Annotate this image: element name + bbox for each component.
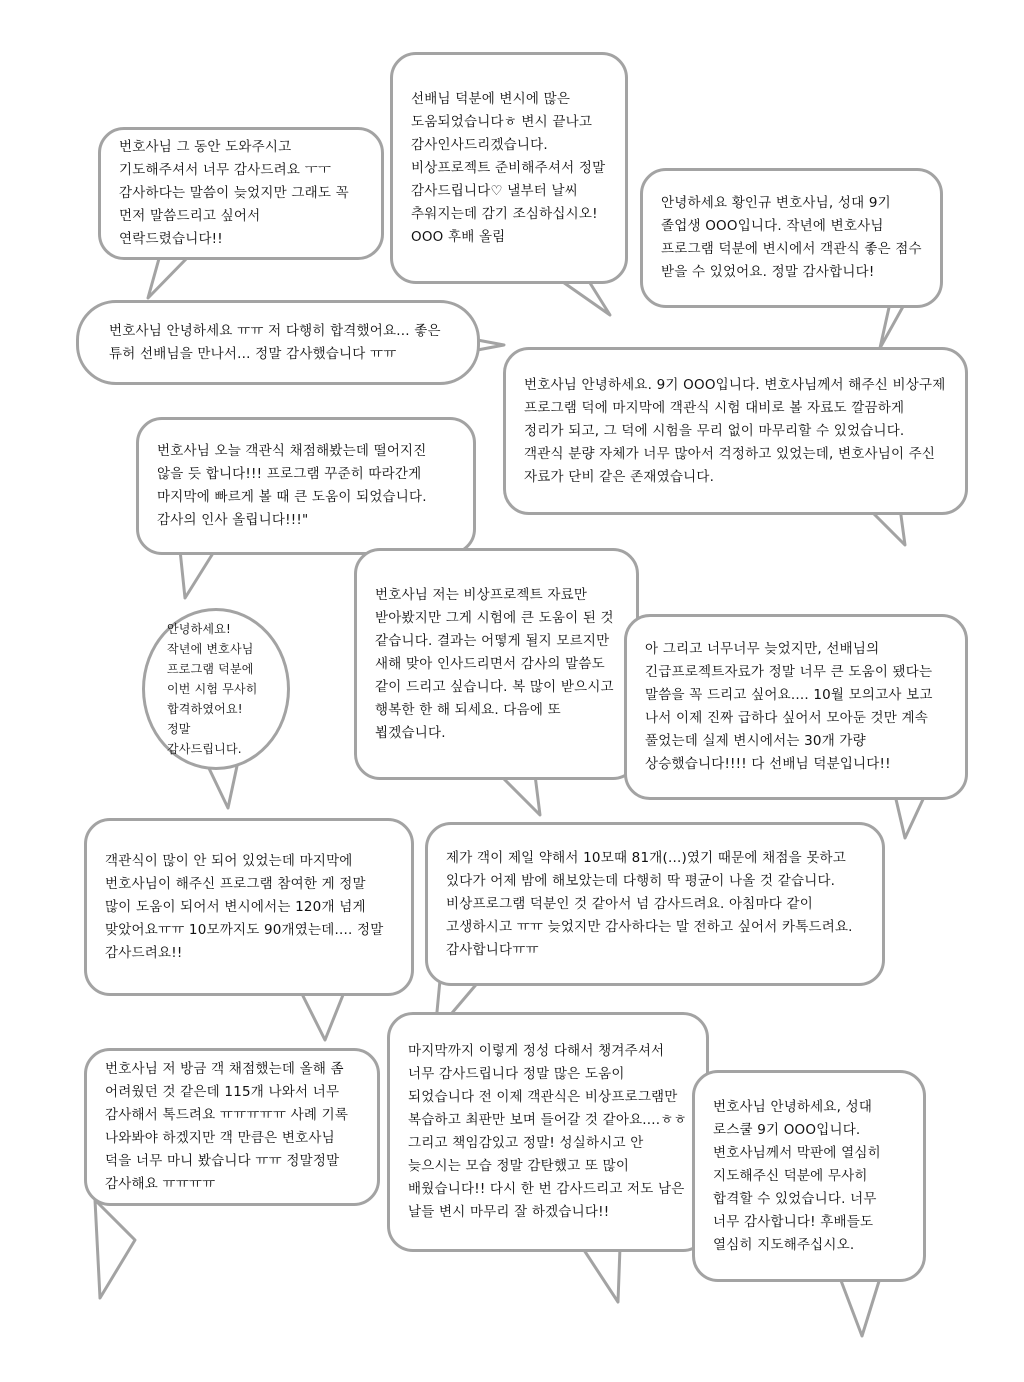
message-bubble	[84, 818, 414, 996]
bubble-tail-10	[300, 990, 345, 1040]
message-bubble	[98, 127, 384, 260]
message-bubble	[387, 1012, 709, 1252]
bubble-tail-6	[180, 550, 215, 598]
message-text: 안녕하세요! 작년에 변호사님 프로그램 덕분에 이번 시험 무사히 합격하였어요! 정말 감사드립니다.	[167, 622, 258, 756]
message-text: 선배님 덕분에 변시에 많은 도움되었습니다ㅎ 변시 끝나고 감사인사드리겠습니다. 비상프로젝트 준비해주셔서 정말 감사드립니다♡ 낼부터 날씨 추워지는데 감기 조심하십시오! OOO 후배 올림	[411, 90, 606, 245]
message-text: 마지막까지 이렇게 정성 다해서 챙겨주셔서 너무 감사드립니다 정말 많은 도움이 되었습니다 전 이제 객관식은 비상프로그램만 복습하고 최판만 보며 들어갈 것 같아요....ㅎㅎ 그리고 책임감있고 정말! 성실하시고 안 늦으시는 모습 정말 감탄했고 또 많이 배웠습니다!! 다시 한 번 감사드리고 저도 남은 날들 변시 마무리 잘 하겠습니다!!	[408, 1043, 687, 1220]
bubble-tail-9	[895, 795, 925, 838]
message-text: 번호사님 안녕하세요, 성대 로스쿨 9기 OOO입니다. 변호사님께서 막판에 열심히 지도해주신 덕분에 무사히 합격할 수 있었습니다. 너무 너무 감사합니다! 후배들도 열심히 지도해주십시오.	[713, 1098, 881, 1253]
message-bubble	[390, 52, 628, 284]
message-text: 번호사님 그 동안 도와주시고 기도해주셔서 너무 감사드려요 ㅜㅜ 감사하다는 말씀이 늦었지만 그래도 꼭 먼저 말씀드리고 싶어서 연락드렸습니다!!	[119, 139, 349, 247]
message-bubble	[136, 417, 476, 555]
bubble-tail-7	[500, 775, 540, 815]
bubble-tail-12	[95, 1200, 135, 1298]
message-text: 번호사님 오늘 객관식 채점해봤는데 떨어지진 않을 듯 합니다!!! 프로그램 꾸준히 따라간게 마지막에 빠르게 볼 때 큰 도움이 되었습니다. 감사의 인사 올립니다!!!"	[157, 443, 427, 528]
message-text: 번호사님 저는 비상프로젝트 자료만 받아봤지만 그게 시험에 큰 도움이 된 것 같습니다. 결과는 어떻게 될지 모르지만 새해 맞아 인사드리면서 감사의 말씀도 같이 드리고 싶습니다. 복 많이 받으시고 행복한 한 해 되세요. 다음에 또 뵙겠습니다.	[375, 586, 614, 741]
message-bubble	[84, 1048, 380, 1206]
message-text: 안녕하세요 황인규 변호사님, 성대 9기 졸업생 OOO입니다. 작년에 변호사님 프로그램 덕분에 변시에서 객관식 좋은 점수 받을 수 있었어요. 정말 감사합니다!	[661, 195, 922, 280]
message-text: 아 그리고 너무너무 늦었지만, 선배님의 긴급프로젝트자료가 정말 너무 큰 도움이 됐다는 말씀을 꼭 드리고 싶어요.... 10월 모의고사 보고 나서 이제 진짜 급하다 싶어서 모아둔 것만 계속 풀었는데 실제 변시에서는 30개 가량 상승했습니다!!!! 다 선배님 덕분입니다!!	[645, 641, 933, 772]
message-bubble	[503, 347, 968, 515]
message-bubble	[425, 822, 885, 986]
message-bubble	[142, 608, 290, 770]
message-text: 객관식이 많이 안 되어 있었는데 마지막에 번호사님이 해주신 프로그램 참여한 게 정말 많이 도움이 되어서 변시에서는 120개 넘게 맞았어요ㅠㅠ 10모까지도 90개였는데.... 정말 감사드려요!!	[105, 852, 384, 961]
bubble-tail-1	[148, 255, 190, 298]
message-text: 번호사님 안녕하세요 ㅠㅠ 저 다행히 합격했어요... 좋은 튜허 선배님을 만나서... 정말 감사했습니다 ㅠㅠ	[109, 322, 441, 362]
message-bubble	[624, 614, 968, 800]
message-text: 번호사님 안녕하세요. 9기 OOO입니다. 변호사님께서 해주신 비상구제 프로그램 덕에 마지막에 객관식 시험 대비로 볼 자료도 깔끔하게 정리가 되고, 그 덕에 시험을 무리 없이 마무리할 수 있었습니다. 객관식 분량 자체가 너무 많아서 걱정하고 있었는데, 변호사님이 주신 자료가 단비 같은 존재였습니다.	[524, 376, 946, 485]
message-bubble	[692, 1070, 926, 1282]
bubble-tail-13	[582, 1247, 620, 1302]
bubble-tail-14	[840, 1278, 880, 1336]
bubble-tail-3	[880, 303, 905, 348]
message-bubble	[640, 168, 943, 308]
message-bubble	[76, 300, 480, 385]
message-text: 번호사님 저 방금 객 채점했는데 올해 좀 어려웠던 것 같은데 115개 나와서 너무 감사해서 톡드려요 ㅠㅠㅠㅠㅠ 사례 기록 나와봐야 하겠지만 객 만큼은 변호사님 덕을 너무 마니 봤습니다 ㅠㅠ 정말정말 감사해요 ㅠㅠㅠㅠ	[105, 1061, 349, 1192]
message-bubble	[354, 548, 639, 780]
message-text: 제가 객이 제일 약해서 10모때 81개(...)였기 때문에 채점을 못하고 있다가 어제 밤에 해보았는데 다행히 딱 평균이 나올 것 같습니다. 비상프로그램 덕분인 것 같아서 넘 감사드려요. 아침마다 같이 고생하시고 ㅠㅠ 늦었지만 감사하다는 말 전하고 싶어서 카톡드려요. 감사합니다ㅠㅠ	[446, 849, 853, 958]
